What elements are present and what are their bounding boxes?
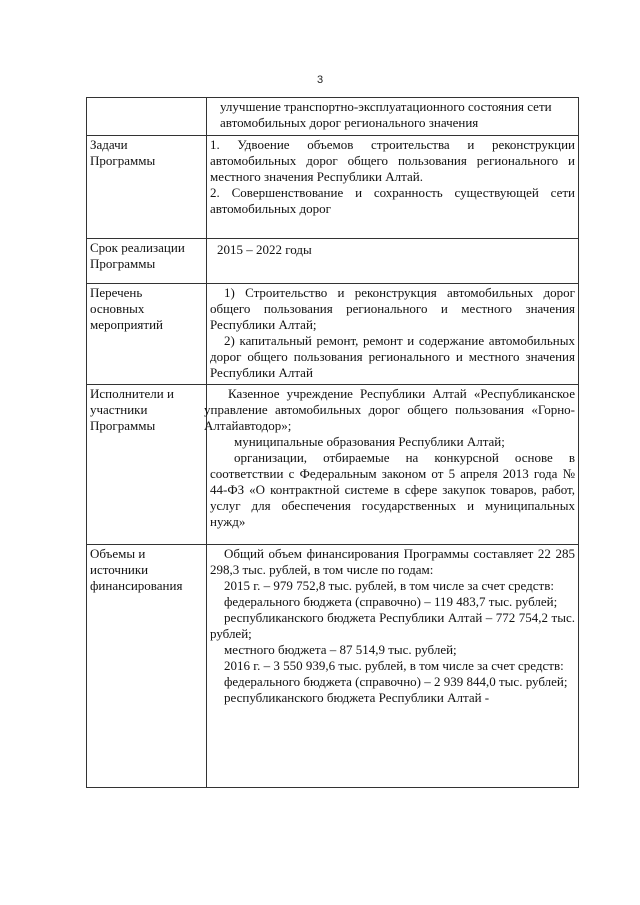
label-line: источники <box>90 562 149 577</box>
table-row <box>87 385 579 545</box>
label-line: Задачи <box>90 137 128 152</box>
funding-line: 2015 г. – 979 752,8 тыс. рублей, в том числе за счет средств: <box>224 578 554 593</box>
label-line: Срок реализации <box>90 240 185 255</box>
table-row <box>87 136 579 239</box>
row-value-cell <box>207 545 579 788</box>
row-label-cell <box>87 284 207 385</box>
period-text: 2015 – 2022 годы <box>217 242 312 257</box>
task-item: 1. Удвоение объемов строительства и реконструкции автомобильных дорог общего пользования регионального и местного значения Республики Алтай. <box>210 137 575 184</box>
executor-item: организации, отбираемые на конкурсной основе в соответствии с Федеральным законом от 5 апреля 2013 года № 44-ФЗ «О контрактной системе в сфере закупок товаров, работ, услуг для обеспечения государственных и муниципальных нужд» <box>210 450 575 529</box>
row-label-cell <box>87 98 207 136</box>
table-row <box>87 545 579 788</box>
row-value-cell <box>207 239 579 284</box>
funding-line: федерального бюджета (справочно) – 119 483,7 тыс. рублей; <box>224 594 558 609</box>
label-line: основных <box>90 301 145 316</box>
row-value-cell <box>207 136 579 239</box>
label-line: участники <box>90 402 148 417</box>
row-label-cell <box>87 239 207 284</box>
row-label-cell <box>87 545 207 788</box>
label-line: Исполнители и <box>90 386 174 401</box>
row-value-cell <box>207 98 579 136</box>
table-row <box>87 98 579 136</box>
funding-line: республиканского бюджета Республики Алтай – 772 754,2 тыс. рублей; <box>210 610 575 641</box>
row-label-cell <box>87 136 207 239</box>
label-line: Перечень <box>90 285 143 300</box>
page-number: 3 <box>316 74 324 86</box>
funding-line: федерального бюджета (справочно) – 2 939 844,0 тыс. рублей; <box>224 674 568 689</box>
label-line: финансирования <box>90 578 183 593</box>
label-line: Программы <box>90 153 156 168</box>
goal-text: улучшение транспортно-эксплуатационного состояния сети автомобильных дорог регионального значения <box>220 99 552 130</box>
executor-item: Казенное учреждение Республики Алтай «Республиканское управление автомобильных дорог общего пользования «Горно-Алтайавтодор»; <box>204 386 575 433</box>
measure-item: 2) капитальный ремонт, ремонт и содержание автомобильных дорог общего пользования регионального и местного значения Республики Алтай <box>210 333 575 380</box>
executor-item: муниципальные образования Республики Алтай; <box>234 434 505 449</box>
label-line: мероприятий <box>90 317 163 332</box>
measure-item: 1) Строительство и реконструкция автомобильных дорог общего пользования регионального и местного значения Республики Алтай; <box>210 285 575 332</box>
funding-line: местного бюджета – 87 514,9 тыс. рублей; <box>224 642 457 657</box>
row-label-cell <box>87 385 207 545</box>
label-line: Программы <box>90 418 156 433</box>
table-row <box>87 284 579 385</box>
row-value-cell <box>204 385 579 545</box>
task-item: 2. Совершенствование и сохранность существующей сети автомобильных дорог <box>210 185 575 216</box>
row-value-cell <box>207 284 579 385</box>
label-line: Программы <box>90 256 156 271</box>
program-passport-table <box>86 97 579 788</box>
funding-line: 2016 г. – 3 550 939,6 тыс. рублей, в том числе за счет средств: <box>224 658 564 673</box>
table-row <box>87 239 579 284</box>
funding-line: Общий объем финансирования Программы составляет 22 285 298,3 тыс. рублей, в том числе по годам: <box>210 546 575 577</box>
funding-line: республиканского бюджета Республики Алтай - <box>224 690 490 705</box>
label-line: Объемы и <box>90 546 146 561</box>
